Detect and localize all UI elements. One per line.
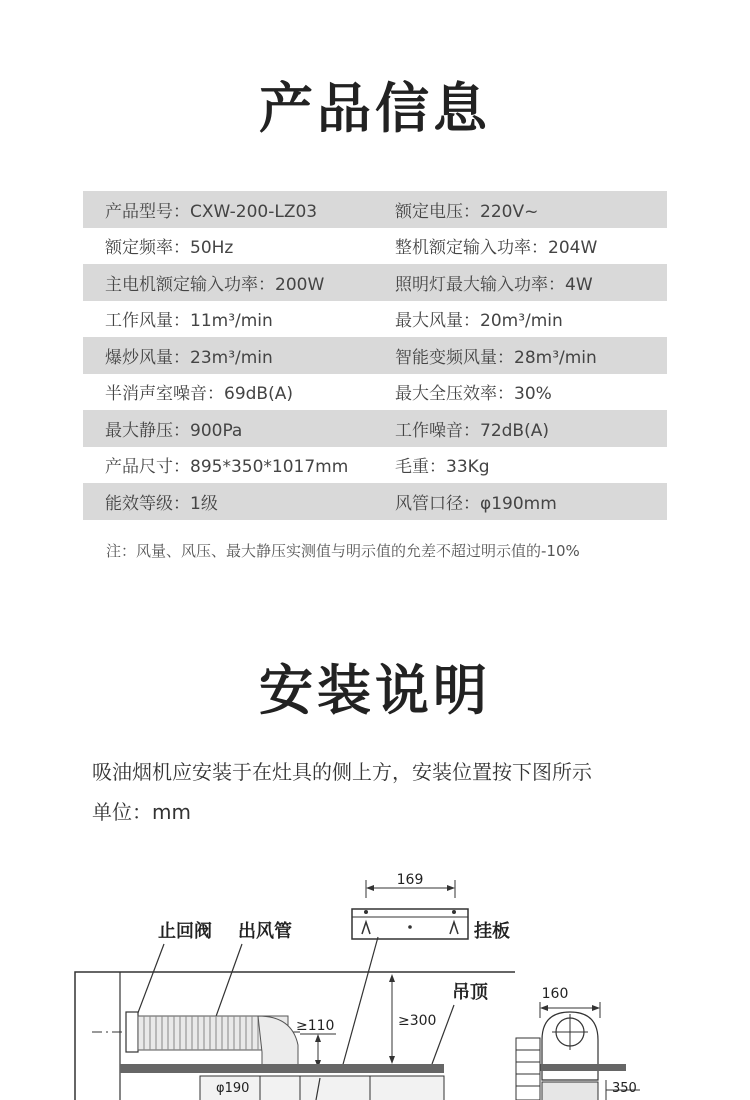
spec-cell: 最大全压效率：30% [395, 384, 552, 405]
ceiling-label: 吊顶 [452, 982, 488, 1003]
install-instruction: 吸油烟机应安装于在灶具的侧上方，安装位置按下图所示 [92, 760, 592, 784]
spec-cell: 爆炒风量：23m³/min [105, 347, 273, 368]
spec-cell: 最大风量：20m³/min [395, 311, 563, 332]
hanger-label: 挂板 [474, 921, 510, 942]
unit-label: 单位：mm [92, 800, 191, 824]
duct-label: 出风管 [238, 921, 292, 942]
spec-cell: 产品型号：CXW-200-LZ03 [105, 201, 318, 222]
installation-diagram [0, 840, 750, 1100]
spec-cell: 智能变频风量：28m³/min [395, 347, 597, 368]
spec-row [83, 264, 667, 301]
section-title-installation: 安装说明 [259, 659, 491, 722]
spec-cell: 额定频率：50Hz [105, 238, 234, 259]
spec-row [83, 483, 667, 520]
spec-note: 注：风量、风压、最大静压实测值与明示值的允差不超过明示值的-10% [106, 542, 580, 560]
spec-cell: 产品尺寸：895*350*1017mm [105, 457, 349, 478]
spec-row [83, 410, 667, 447]
section-title-product-info: 产品信息 [259, 77, 491, 140]
spec-row [83, 228, 667, 265]
spec-row [83, 447, 667, 484]
ceiling-board [120, 1064, 444, 1073]
spec-row [83, 301, 667, 338]
dim-ge110-label: ≥110 [296, 1018, 335, 1034]
spec-cell: 最大静压：900Pa [105, 420, 243, 441]
spec-row [83, 374, 667, 411]
dim-169-label: 169 [396, 872, 424, 888]
dim-350-label: 350 [612, 1081, 637, 1096]
spec-cell: 照明灯最大输入功率：4W [395, 274, 593, 295]
flex-duct [138, 1016, 298, 1070]
spec-row [83, 337, 667, 374]
dim-ge300-label: ≥300 [398, 1013, 437, 1029]
spec-cell: 能效等级：1级 [105, 493, 218, 514]
spec-table [83, 191, 667, 520]
spec-cell: 工作噪音：72dB(A) [395, 420, 549, 441]
spec-cell: 整机额定输入功率：204W [395, 238, 598, 259]
spec-cell: 额定电压：220V~ [395, 201, 539, 222]
dimension-169 [366, 872, 455, 898]
dim-160-label: 160 [541, 986, 569, 1002]
spec-row [83, 191, 667, 228]
hanger-plate [352, 909, 468, 939]
side-view [516, 986, 640, 1100]
dim-phi190-label: φ190 [216, 1081, 250, 1096]
spec-cell: 毛重：33Kg [395, 457, 490, 478]
check-valve-label: 止回阀 [158, 921, 212, 942]
spec-cell: 工作风量：11m³/min [105, 311, 273, 332]
check-valve [126, 1012, 138, 1052]
spec-cell: 主电机额定输入功率：200W [105, 274, 325, 295]
spec-cell: 半消声室噪音：69dB(A) [105, 384, 293, 405]
spec-cell: 风管口径：φ190mm [395, 493, 557, 514]
